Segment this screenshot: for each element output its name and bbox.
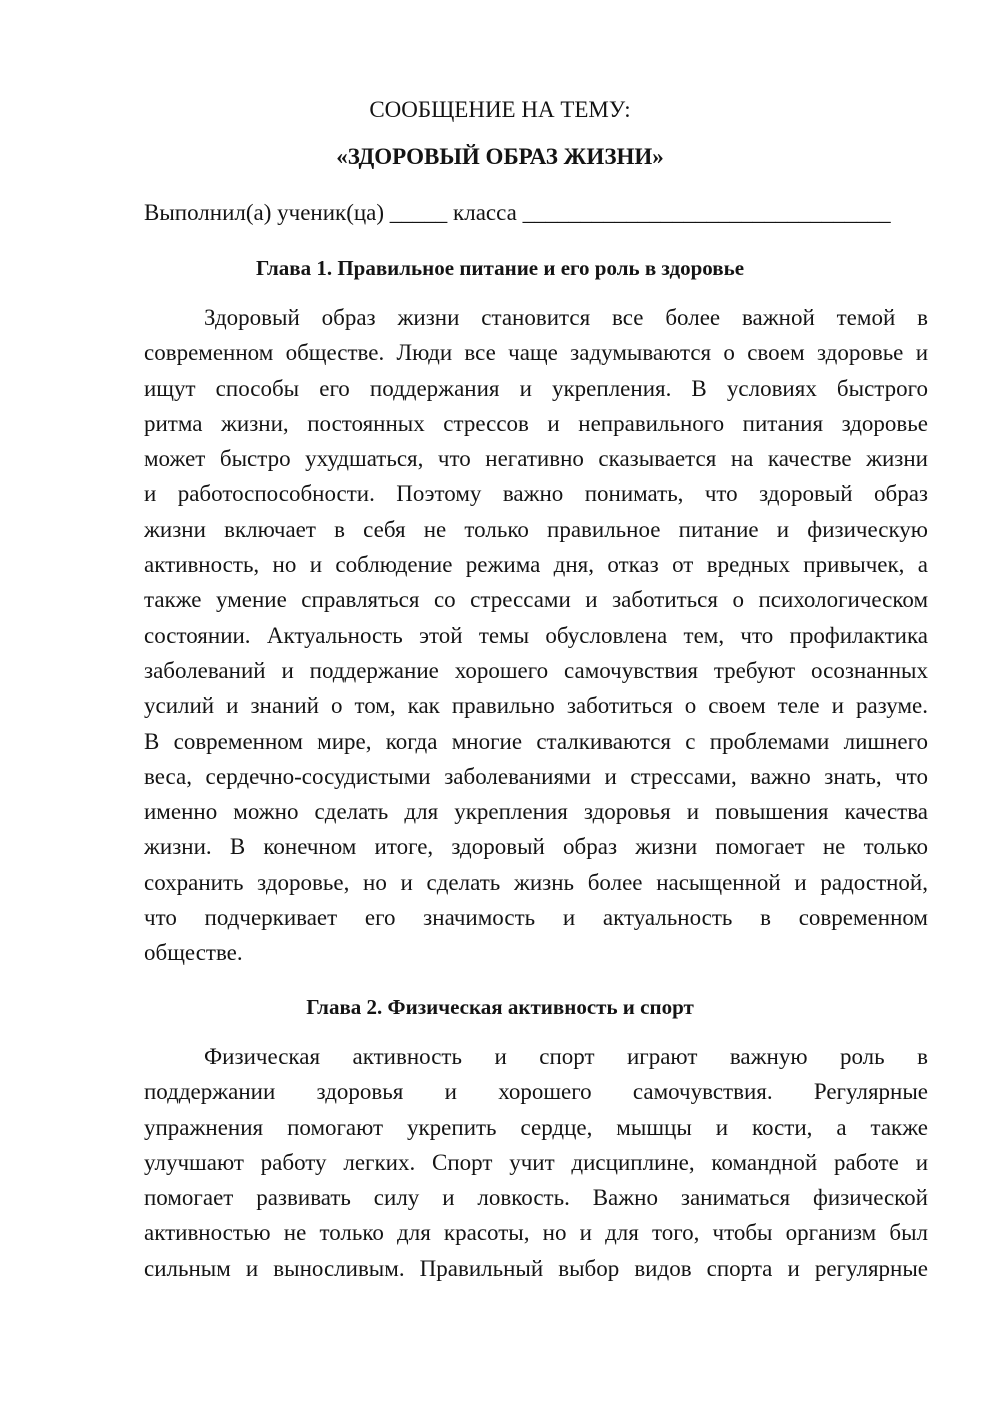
text-line: упражнения помогают укрепить сердце, мышцы и кости, а также: [144, 1114, 928, 1140]
text-line: Здоровый образ жизни становится все более важной темой в: [204, 305, 928, 330]
text-line: также умение справляться со стрессами и заботиться о психологическом: [144, 587, 928, 613]
text-line: сильным и выносливым. Правильный выбор видов спорта и регулярные: [144, 1255, 928, 1281]
text-line: помогает развивать силу и ловкость. Важно заниматься физической: [144, 1185, 928, 1211]
text-line: жизни включает в себя не только правильное питание и физическую: [144, 516, 928, 542]
text-line: и работоспособности. Поэтому важно понимать, что здоровый образ: [144, 481, 928, 507]
text-line: жизни. В конечном итоге, здоровый образ жизни помогает не только: [144, 834, 928, 860]
text-line: может быстро ухудшаться, что негативно сказывается на качестве жизни: [144, 446, 928, 472]
text-line: веса, сердечно-сосудистыми заболеваниями и стрессами, важно знать, что: [144, 763, 928, 789]
text-line: заболеваний и поддержание хорошего самочувствия требуют осознанных: [144, 657, 928, 683]
chapter-2-paragraph: [144, 1039, 928, 1286]
text-line: ищут способы его поддержания и укрепления. В условиях быстрого: [144, 375, 928, 401]
text-line: активность, но и соблюдение режима дня, отказ от вредных привычек, а: [144, 552, 928, 578]
document-title-line-2: «ЗДОРОВЫЙ ОБРАЗ ЖИЗНИ»: [336, 144, 664, 169]
text-line: состоянии. Актуальность этой темы обусловлена тем, что профилактика: [144, 622, 928, 648]
text-line: ритма жизни, постоянных стрессов и неправильного питания здоровье: [144, 410, 928, 436]
text-line: активностью не только для красоты, но и для того, чтобы организм был: [144, 1220, 928, 1246]
text-line: современном обществе. Люди все чаще задумываются о своем здоровье и: [144, 340, 928, 366]
chapter-2-heading: Глава 2. Физическая активность и спорт: [306, 995, 694, 1019]
text-line: что подчеркивает его значимость и актуальность в современном: [144, 905, 928, 931]
text-line: поддержании здоровья и хорошего самочувствия. Регулярные: [144, 1079, 928, 1105]
text-line: В современном мире, когда многие сталкиваются с проблемами лишнего: [144, 728, 928, 754]
text-line: Физическая активность и спорт играют важную роль в: [204, 1044, 928, 1069]
text-line: усилий и знаний о том, как правильно заботиться о своем теле и разуме.: [144, 693, 928, 719]
text-line: обществе.: [144, 940, 243, 966]
chapter-1-heading: Глава 1. Правильное питание и его роль в здоровье: [255, 256, 745, 280]
text-line: именно можно сделать для укрепления здоровья и повышения качества: [144, 799, 928, 825]
text-line: улучшают работу легких. Спорт учит дисциплине, командной работе и: [144, 1149, 928, 1175]
author-byline: Выполнил(а) ученик(ца) _____ класса ________________________________: [144, 200, 891, 225]
chapter-1-paragraph: [144, 300, 928, 971]
document-title-line-1: СООБЩЕНИЕ НА ТЕМУ:: [369, 97, 631, 122]
text-line: сохранить здоровье, но и сделать жизнь более насыщенной и радостной,: [144, 869, 928, 895]
